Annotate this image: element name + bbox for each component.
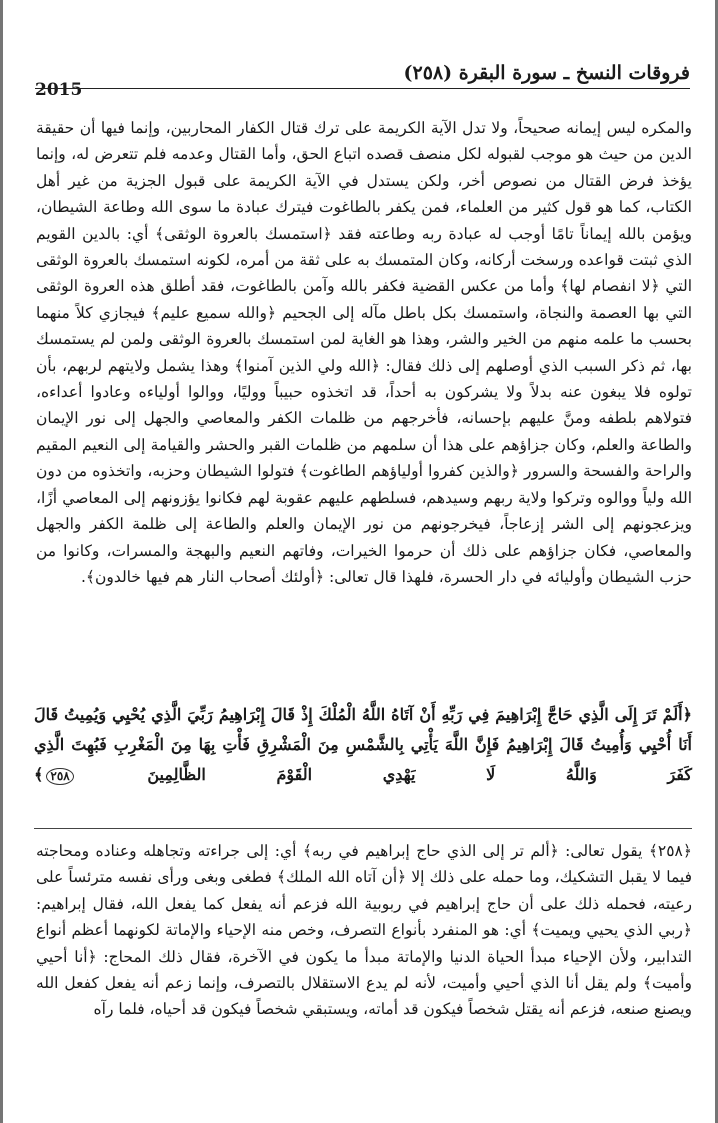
verse-closing-bracket: ﴾ [34,765,44,784]
verse-number-badge: ٢٥٨ [46,768,73,785]
paragraph-text: والمكره ليس إيمانه صحيحاً، ولا تدل الآية الكريمة على ترك قتال الكفار المحاربين، وإنما فيها أن حقيقة الدين من حيث هو موجب لقبوله لكل منصف قصده اتباع الحق، وأما القتال وعدمه فلم تتعرض له، وإنما يؤخذ فرض القتال من نصوص أخر، ولكن يستدل في الآية الكريمة على قبول الجزية من غير أهل الكتاب، كما هو قول كثير من العلماء، فمن يكفر بالطاغوت فيترك عبادة ما سوى الله وطاعة الشيطان، ويؤمن بالله إيماناً تامًا أوجب له عبادة ربه وطاعته فقد ﴿استمسك بالعروة الوثقى﴾ أي: بالدين القويم الذي ثبتت قواعده ورسخت أركانه، وكان المتمسك به على ثقة من أمره، لكونه استمسك بالعروة الوثقى التي ﴿لا انفصام لها﴾ وأما من عكس القضية فكفر بالله وآمن بالطاغوت، فقد أطلق هذه العروة الوثقى التي بها العصمة والنجاة، واستمسك بكل باطل مآله إلى الجحيم ﴿والله سميع عليم﴾ فيجازي كلاً منهما بحسب ما علمه منهم من الخير والشر، وهذا هو الغاية لمن استمسك بالعروة الوثقى ولمن لم يستمسك بها، ثم ذكر السبب الذي أوصلهم إلى ذلك فقال: ﴿الله ولي الذين آمنوا﴾ وهذا يشمل ولايتهم لربهم، بأن تولوه فلا يبغون عنه بدلاً ولا يشركون به أحداً، قد اتخذوه حبيباً ووليًا، ووالوا أولياءه وعادوا أعداءه، فتولاهم بلطفه ومنَّ عليهم بإحسانه، فأخرجهم من ظلمات الكفر والمعاصي والجهل إلى نور الإيمان والطاعة والعلم، وكان جزاؤهم على هذا أن سلمهم من ظلمات القبر والحشر والقيامة إلى النعيم المقيم والراحة والفسحة والسرور ﴿والذين كفروا أولياؤهم الطاغوت﴾ فتولوا الشيطان وحزبه، واتخذوه من دون الله ولياً ووالوه وتركوا ولاية ربهم وسيدهم، فسلطهم عليهم عقوبة لهم فكانوا يؤزونهم إلى المعاصي أزًا، ويزعجونهم إلى الشر إزعاجاً، فيخرجونهم من نور الإيمان والعلم والطاعة إلى ظلمة الكفر والجهل والمعاصي، فكان جزاؤهم على ذلك أن حرموا الخيرات، وفاتهم النعيم والبهجة والمسرات، وكانوا من حزب الشيطان وأوليائه في دار الحسرة، فلهذا قال تعالى: ﴿أولئك أصحاب النار هم فيها خالدون﴾. [36,119,692,586]
running-title: فروقات النسخ ـ سورة البقرة (٢٥٨) [403,62,690,84]
page-number: 2015 [35,80,83,100]
header-divider [35,88,690,89]
quran-verse-block [34,700,692,810]
verse-text: ﴿أَلَمْ تَرَ إِلَى الَّذِي حَاجَّ إِبْرَاهِيمَ فِي رَبِّهِ أَنْ آتَاهُ اللَّهُ الْمُلْكَ إِذْ قَالَ إِبْرَاهِيمُ رَبِّيَ الَّذِي يُحْيِي وَيُمِيتُ قَالَ أَنَا أُحْيِي وَأُمِيتُ قَالَ إِبْرَاهِيمُ فَإِنَّ اللَّهَ يَأْتِي بِالشَّمْسِ مِنَ الْمَشْرِقِ فَأْتِ بِهَا مِنَ الْمَغْرِبِ فَبُهِتَ الَّذِي كَفَرَ وَاللَّهُ لَا يَهْدِي الْقَوْمَ الظَّالِمِينَ [34,705,692,784]
commentary-paragraph-1 [36,115,692,590]
paragraph-number: ﴿٢٥٨﴾ [648,842,692,860]
paragraph-body: يقول تعالى: ﴿ألم تر إلى الذي حاج إبراهيم في ربه﴾ أي: إلى جراءته وتجاهله وعناده ومحاجته فيما لا يقبل التشكيك، وما حمله على ذلك إلا ﴿أن آتاه الله الملك﴾ فطغى وبغى ورأى نفسه مترئساً على رعيته، فحمله ذلك على أن حاج إبراهيم في ربوبية الله فزعم أنه يفعل كما يفعل الله، فقال إبراهيم: ﴿ربي الذي يحيي ويميت﴾ أي: هو المنفرد بأنواع التصرف، وخص منه الإحياء والإماتة لكونهما أعظم أنواع التدابير، ولأن الإحياء مبدأ الحياة الدنيا والإماتة مبدأ ما يكون في الآخرة، فقال ذلك المحاج: ﴿أنا أحيي وأميت﴾ ولم يقل أنا الذي أحيي وأميت، لأنه لم يدع الاستقلال بالتصرف، وإنما زعم أنه يفعل كفعل الله ويصنع صنعه، فزعم أنه يقتل شخصاً فيكون قد أماته، ويستبقي شخصاً فيكون قد أحياه، فلما رآه [36,842,692,1019]
paragraph-text [36,838,692,1023]
verse-divider [34,828,692,829]
commentary-paragraph-2 [36,838,692,1023]
page-header [35,58,690,100]
scan-edge-left [0,0,3,1123]
